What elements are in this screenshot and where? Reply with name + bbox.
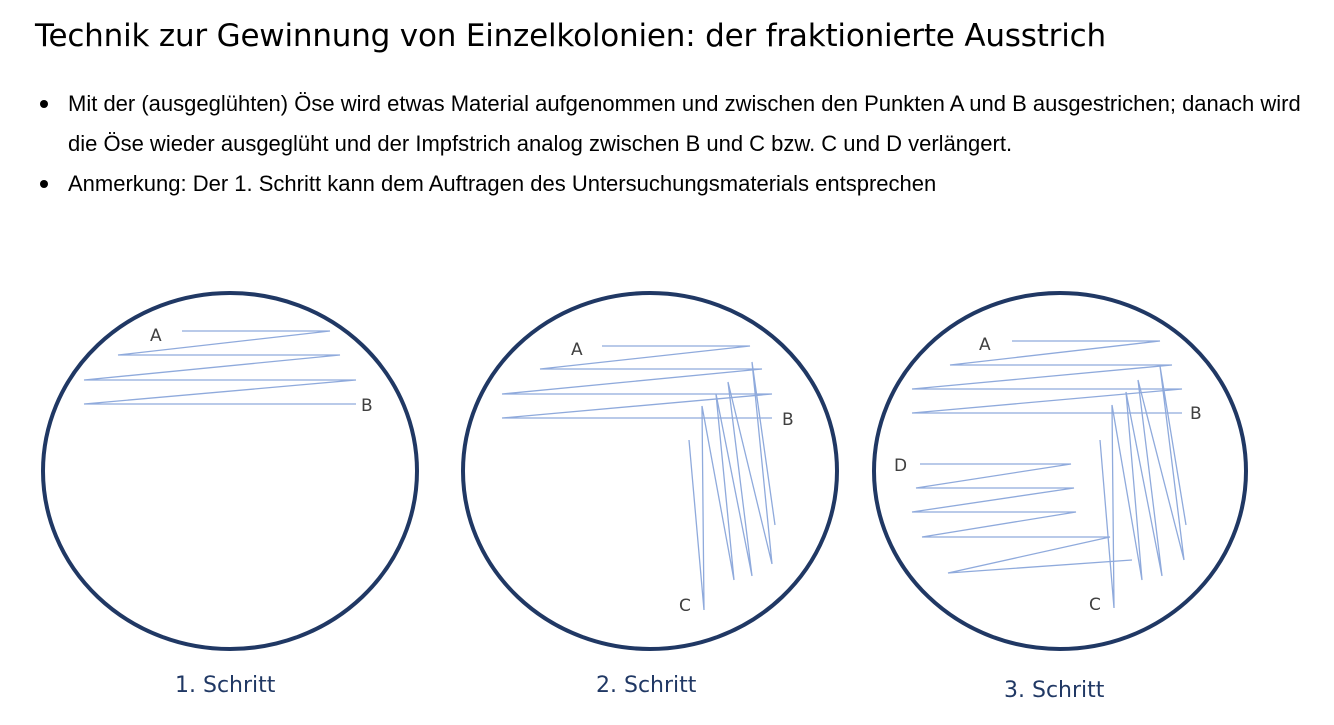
step-label: 1. Schritt [175,673,276,698]
point-label-a: A [979,335,991,355]
point-label-a: A [571,340,583,360]
bullet-text: Mit der (ausgeglühten) Öse wird etwas Material aufgenommen und zwischen den Punkten A und B ausgestrichen; danach wird die Öse wieder ausgeglüht und der Impfstrich analog zwischen B und C bzw. C und D verlängert. [68,91,1301,156]
point-label-b: B [1190,404,1202,424]
petri-dish-step-3 [874,293,1246,703]
petri-dish-outline [43,293,417,649]
bullet-text: Anmerkung: Der 1. Schritt kann dem Auftragen des Untersuchungsmaterials entsprechen [68,171,937,196]
point-label-b: B [782,410,794,430]
petri-dish-step-1 [43,293,417,698]
point-label-d: D [894,456,908,476]
point-label-c: C [1089,595,1101,615]
petri-dish-step-2 [463,293,837,698]
step-label: 2. Schritt [596,673,697,698]
petri-dish-outline [874,293,1246,649]
point-label-c: C [679,596,691,616]
step-label: 3. Schritt [1004,678,1105,703]
point-label-b: B [361,396,373,416]
point-label-a: A [150,326,162,346]
page-title: Technik zur Gewinnung von Einzelkolonien: der fraktionierte Ausstrich [35,18,1106,54]
